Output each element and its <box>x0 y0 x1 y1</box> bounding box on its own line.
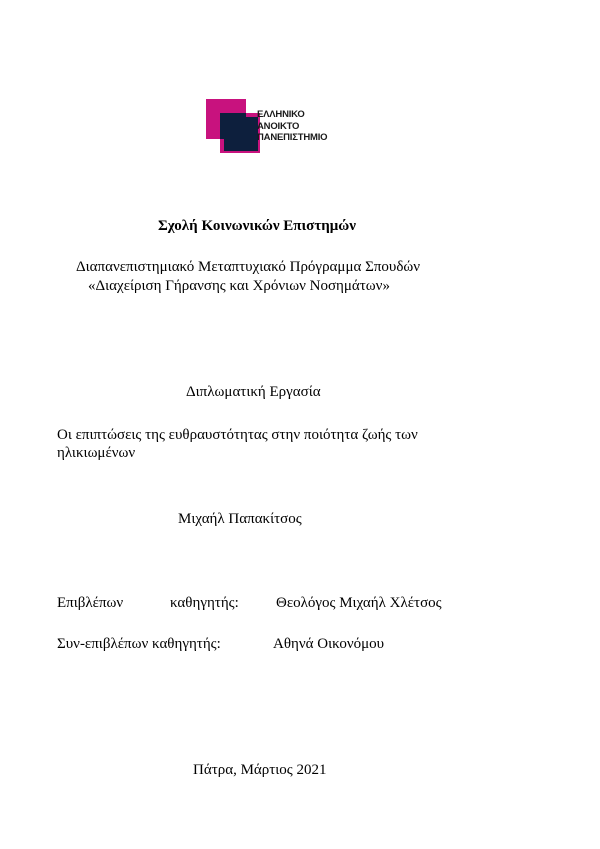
supervisor-label-2: καθηγητής: <box>170 595 239 611</box>
eap-logo-icon <box>206 99 260 153</box>
program-line-1: Διαπανεπιστημιακό Μεταπτυχιακό Πρόγραμμα Σπουδών <box>76 259 421 275</box>
logo-line-1: ΕΛΛΗΝΙΚΟ <box>257 109 305 120</box>
logo-line-2: ΑΝΟΙΚΤΟ <box>257 120 300 132</box>
logo-line-3: ΠΑΝΕΠΙΣΤΗΜΙΟ <box>257 132 328 143</box>
school-name: Σχολή Κοινωνικών Επιστημών <box>158 218 356 234</box>
thesis-title-line-1: Οι επιπτώσεις της ευθραυστότητας στην ποιότητα ζωής των <box>57 427 418 443</box>
university-logo <box>206 99 366 153</box>
thesis-type: Διπλωματική Εργασία <box>186 384 321 400</box>
co-supervisor-name: Αθηνά Οικονόμου <box>273 636 385 652</box>
author-name: Μιχαήλ Παπακίτσος <box>178 511 302 527</box>
supervisor-name: Θεολόγος Μιχαήλ Χλέτσος <box>276 595 442 611</box>
place-date: Πάτρα, Μάρτιος 2021 <box>193 762 327 778</box>
supervisor-label-1: Επιβλέπων <box>57 595 124 611</box>
logo-text <box>257 109 327 144</box>
thesis-title-line-2: ηλικιωμένων <box>57 445 136 461</box>
co-supervisor-label: Συν-επιβλέπων καθηγητής: <box>57 636 221 652</box>
program-line-2: «Διαχείριση Γήρανσης και Χρόνιων Νοσημάτων» <box>88 278 390 294</box>
